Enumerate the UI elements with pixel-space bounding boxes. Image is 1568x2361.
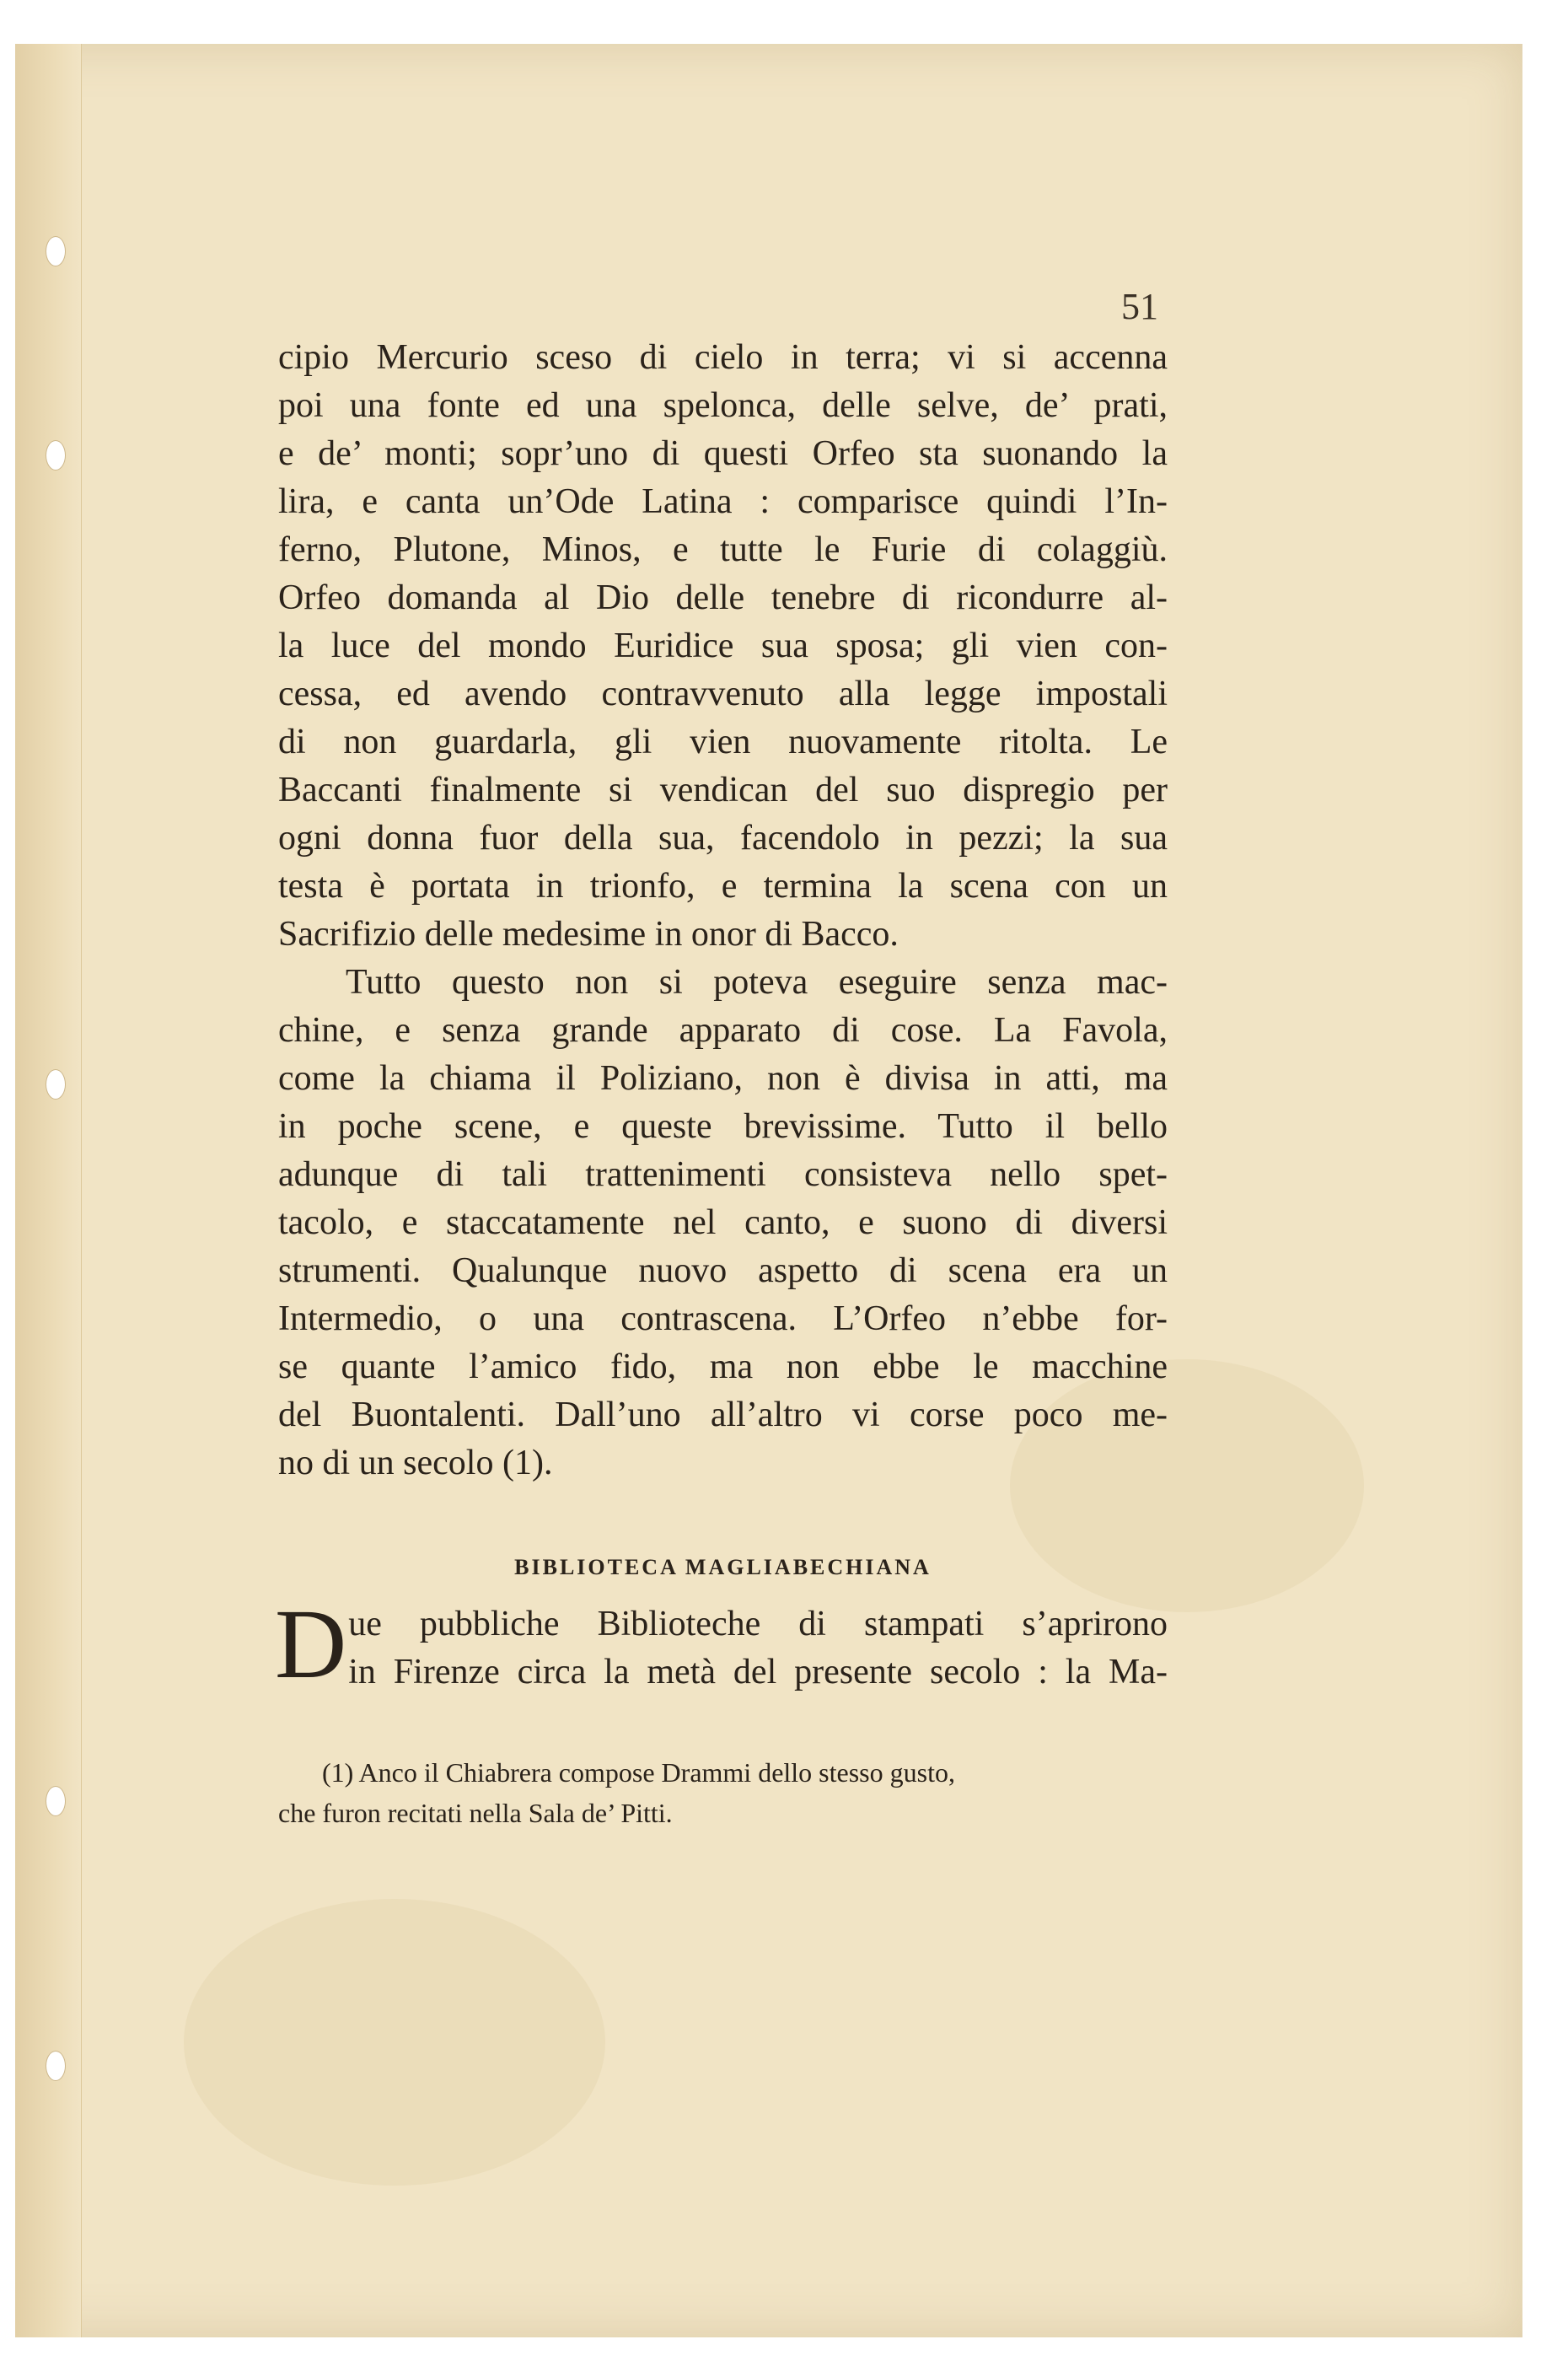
stitch-hole (46, 1786, 66, 1816)
stitch-hole (46, 440, 66, 471)
paragraph-spectacle (278, 959, 1168, 1487)
text-line: e de’ monti; sopr’uno di questi Orfeo sta suonando la (278, 434, 1168, 473)
text-line: in poche scene, e queste brevissime. Tutto il bello (278, 1107, 1168, 1146)
text-line: cipio Mercurio sceso di cielo in terra; vi si accenna (278, 338, 1168, 377)
footnote (278, 1752, 1168, 1833)
text-line: chine, e senza grande apparato di cose. La Favola, (278, 1011, 1168, 1050)
stitch-hole (46, 2051, 66, 2081)
text-line: tacolo, e staccatamente nel canto, e suono di diversi (278, 1203, 1168, 1242)
paper-stain (184, 1899, 605, 2186)
text-line: Intermedio, o una contrascena. L’Orfeo n’ebbe for- (278, 1299, 1168, 1338)
drop-cap: D (275, 1589, 347, 1699)
text-line: del Buontalenti. Dall’uno all’altro vi corse poco me- (278, 1396, 1168, 1434)
text-line: ogni donna fuor della sua, facendolo in pezzi; la sua (278, 819, 1168, 858)
paragraph-biblioteca (275, 1589, 1168, 1699)
text-line: se quante l’amico fido, ma non ebbe le macchine (278, 1347, 1168, 1386)
text-line: strumenti. Qualunque nuovo aspetto di scena era un (278, 1251, 1168, 1290)
page-number: 51 (1121, 286, 1158, 327)
text-line: Baccanti finalmente si vendican del suo dispregio per (278, 771, 1168, 809)
text-line: adunque di tali trattenimenti consisteva nello spet- (278, 1155, 1168, 1194)
stitch-hole (46, 236, 66, 266)
binding-edge (15, 44, 82, 2337)
footnote-line: (1) Anco il Chiabrera compose Drammi dello stesso gusto, (322, 1757, 955, 1788)
text-line: cessa, ed avendo contravvenuto alla legge impostali (278, 675, 1168, 713)
text-line: Sacrifizio delle medesime in onor di Bacco. (278, 915, 899, 954)
text-line: Orfeo domanda al Dio delle tenebre di ricondurre al- (278, 578, 1168, 617)
text-line: come la chiama il Poliziano, non è divisa in atti, ma (278, 1059, 1168, 1098)
text-line: ferno, Plutone, Minos, e tutte le Furie di colaggiù. (278, 530, 1168, 569)
text-line: in Firenze circa la metà del presente secolo : la Ma- (348, 1653, 1168, 1691)
text-line: di non guardarla, gli vien nuovamente ritolta. Le (278, 723, 1168, 761)
text-line: no di un secolo (1). (278, 1444, 553, 1482)
text-line: lira, e canta un’Ode Latina : comparisce quindi l’In- (278, 482, 1168, 521)
text-line: testa è portata in trionfo, e termina la scena con un (278, 867, 1168, 906)
section-heading: BIBLIOTECA MAGLIABECHIANA (514, 1555, 932, 1579)
text-line: poi una fonte ed una spelonca, delle selve, de’ prati, (278, 386, 1168, 425)
text-line: ue pubbliche Biblioteche di stampati s’aprirono (348, 1605, 1168, 1643)
main-text (275, 334, 1168, 1833)
text-line: Tutto questo non si poteva eseguire senza mac- (346, 963, 1168, 1002)
text-line: la luce del mondo Euridice sua sposa; gli vien con- (278, 627, 1168, 665)
stitch-hole (46, 1069, 66, 1100)
paragraph-orfeo-description (278, 334, 1168, 959)
footnote-line: che furon recitati nella Sala de’ Pitti. (278, 1798, 673, 1828)
